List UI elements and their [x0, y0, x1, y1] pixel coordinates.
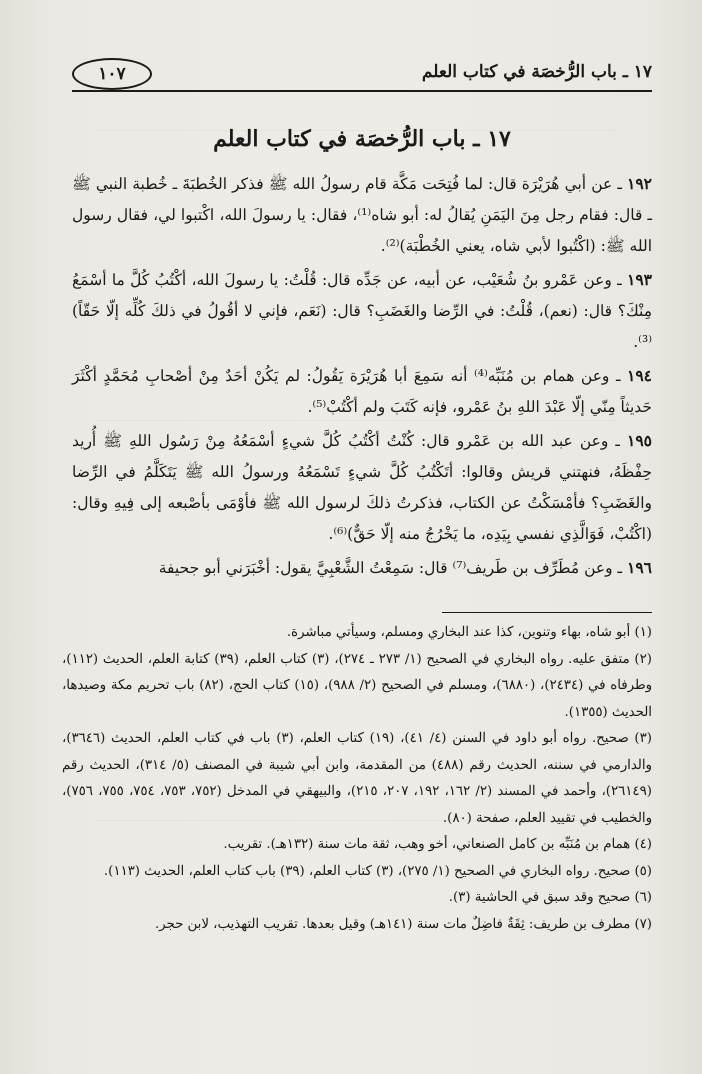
hadith-number: ١٩٦ [627, 558, 652, 577]
footnote [62, 832, 652, 859]
page-number: ١٠٧ [72, 58, 152, 90]
running-title: ١٧ ـ باب الرُّخصَة في كتاب العلم [421, 62, 652, 82]
hadith-text: ـ عن أبي هُرَيْرَة قال: لما فُتِحَت مَكَّة قام رسولُ الله ﷺ فذكر الخُطبَةَ ـ خُطبة النبي ﷺ ـ قال: فقام رجل مِنَ اليَمَنِ يُقالُ له: أبو شاه⁽¹⁾، فقال: يا رسولَ الله، اكْتبوا لي، فقال رسول الله ﷺ: (اكْتُبوا لأبي شاه، يعني الخُطْبَة)⁽²⁾. [72, 175, 652, 255]
footnote [62, 620, 652, 647]
hadith-number: ١٩٤ [627, 366, 652, 385]
hadith-number: ١٩٣ [627, 270, 652, 289]
chapter-title: ١٧ ـ باب الرُّخصَة في كتاب العلم [213, 126, 511, 152]
footnote-separator [442, 612, 652, 613]
footnote-text: أبو شاه، بهاء وتنوين، كذا عند البخاري ومسلم، وسيأتي مباشرة. [286, 625, 635, 640]
footnote [62, 885, 652, 912]
header-rule [72, 90, 652, 92]
footnote [62, 912, 652, 939]
hadith-text: ـ وعن همام بن مُنَبِّه⁽⁴⁾ أنه سَمِعَ أبا هُرَيْرَة يَقُولُ: لم يَكُنْ أحَدٌ مِنْ أصْحابِ مُحَمَّدٍ أكْثَرَ حَديثاً مِنّي إلّا عَبْدَ اللهِ بنُ عَمْرو، فإنه كَتَبَ ولم أكْتُبْ⁽⁵⁾. [72, 367, 652, 416]
hadith-text: ـ وعن عَمْرو بنُ شُعَيْب، عن أبيه، عن جَدِّه قال: قُلْتُ: يا رسولَ الله، أكْتُبُ كُلَّ ما أسْمَعُ مِنْكَ؟ قال: (نعم)، قُلْتُ: في الرِّضا والغَضَبِ؟ قال: (نَعَم، فإني لا أقُولُ في ذلكَ كُلِّه إلّا حَقّاً)⁽³⁾. [72, 271, 652, 351]
hadith-paragraph [72, 264, 652, 358]
footnote-label: (٢) [634, 651, 652, 667]
footnotes [62, 620, 652, 938]
footnote-text: صحيح. رواه البخاري في الصحيح (١/ ٢٧٥)، (٣) كتاب العلم، (٣٩) باب كتاب العلم، الحديث (١١٣). [103, 863, 635, 879]
footnote-label: (١) [634, 625, 652, 640]
footnote-label: (٦) [634, 890, 652, 905]
hadith-number: ١٩٢ [627, 174, 652, 193]
footnote-text: همام بن مُنَبِّه بن كامل الصنعاني، أخو وهب، ثقة مات سنة (١٣٢هـ). تقريب. [223, 837, 635, 852]
footnote-text: صحيح وقد سبق في الحاشية (٣). [448, 890, 635, 905]
footnote-label: (٥) [634, 863, 652, 879]
hadith-paragraph [72, 168, 652, 262]
footnote [62, 859, 652, 886]
hadith-paragraph [72, 360, 652, 423]
hadith-number: ١٩٥ [627, 431, 652, 450]
footnote [62, 647, 652, 727]
footnote-label: (٣) [634, 731, 652, 746]
footnote [62, 726, 652, 832]
footnote-text: متفق عليه. رواه البخاري في الصحيح (١/ ٢٧٣ ـ ٢٧٤)، (٣) كتاب العلم، (٣٩) كتابة العلم، الحديث (١١٢)، وطرفاه في (٢٤٣٤)، (٦٨٨٠)، ومسلم في الصحيح (٢/ ٩٨٨)، (١٥) كتاب الحج، (٨٢) باب تحريم مكة وصيدها، الحديث (١٣٥٥). [62, 651, 652, 720]
hadith-text: ـ وعن عبد الله بن عَمْرو قال: كُنْتُ أكْتُبُ كُلَّ شيءٍ أسْمَعُهُ مِنْ رَسُول اللهِ ﷺ أُريد حِفْظَهُ، فنهتني قريش وقالوا: أتَكْتُبُ كُلَّ شيءٍ تَسْمَعُهُ ورسولُ الله ﷺ يَتَكَلَّمُ في الرِّضا والغَضَبِ؟ فأمْسَكْتُ عن الكتاب، فذكرتُ ذلكَ لرسول الله ﷺ فأوْمَى بأصْبعه إلى فِيهِ وقال: (اكْتُبْ، فَوَالَّذِي نفسي بِيَدِه، ما يَخْرُجُ منه إلّا حَقٌّ)⁽⁶⁾. [72, 432, 652, 543]
footnote-label: (٤) [634, 837, 652, 852]
hadith-paragraph [72, 425, 652, 550]
main-text [72, 168, 652, 586]
hadith-paragraph [72, 552, 652, 584]
footnote-text: مطرف بن طريف: ثِقَةٌ فاضِلٌ مات سنة (١٤١هـ) وقيل بعدها. تقريب التهذيب، لابن حجر. [154, 916, 635, 932]
footnote-text: صحيح. رواه أبو داود في السنن (٤/ ٤١)، (١٩) كتاب العلم، (٣) باب في كتاب العلم، الحديث (٣٦٤٦)، والدارمي في سننه، الحديث رقم (٤٨٨) من المقدمة، وابن أبي شيبة في المصنف (٥/ ٣١٤)، الحديث رقم (٢٦١٤٩)، وأحمد في المسند (٢/ ١٦٢، ١٩٢، ٢٠٧، ٢١٥)، والبيهقي في المدخل (٧٥٢، ٧٥٣، ٧٥٤، ٧٥٥، ٧٥٦)، والخطيب في تقييد العلم، صفحة (٨٠). [62, 731, 652, 826]
hadith-text: ـ وعن مُطَرِّف بن طَريف⁽⁷⁾ قال: سَمِعْتُ الشَّعْبِيَّ يقول: أخْبَرَني أبو جحيفة [158, 559, 628, 577]
footnote-label: (٧) [634, 916, 652, 932]
